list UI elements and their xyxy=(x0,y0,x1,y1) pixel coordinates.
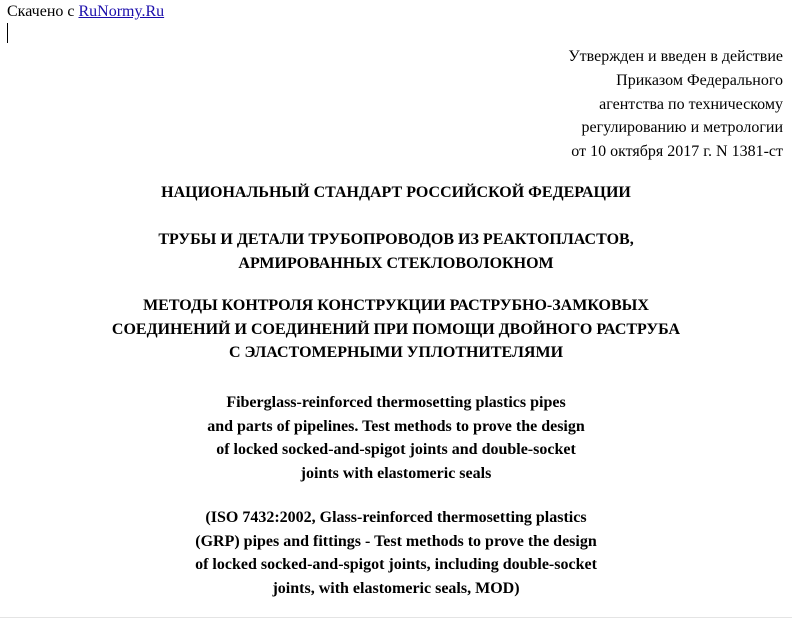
approval-block xyxy=(568,45,783,164)
sub-title-line: С ЭЛАСТОМЕРНЫМИ УПЛОТНИТЕЛЯМИ xyxy=(228,344,564,361)
approval-line: агентства по техническому xyxy=(599,95,783,113)
iso-reference-line: (ISO 7432:2002, Glass-reinforced thermosetting plastics xyxy=(205,509,587,526)
text-cursor xyxy=(7,23,8,43)
english-title-line: of locked socked-and-spigot joints and double-socket xyxy=(216,441,576,458)
iso-reference xyxy=(0,506,792,600)
source-link[interactable]: RuNormy.Ru xyxy=(78,3,165,20)
main-title-line: ТРУБЫ И ДЕТАЛИ ТРУБОПРОВОДОВ ИЗ РЕАКТОПЛАСТОВ, xyxy=(158,231,634,248)
sub-title-line: МЕТОДЫ КОНТРОЛЯ КОНСТРУКЦИИ РАСТРУБНО-ЗАМКОВЫХ xyxy=(143,297,649,314)
iso-reference-line: of locked socked-and-spigot joints, including double-socket xyxy=(195,556,597,573)
approval-line: Утвержден и введен в действие xyxy=(568,48,783,65)
bottom-divider xyxy=(0,617,792,618)
main-title xyxy=(0,228,792,275)
sub-title-line: СОЕДИНЕНИЙ И СОЕДИНЕНИЙ ПРИ ПОМОЩИ ДВОЙНОГО РАСТРУБА xyxy=(111,320,681,338)
approval-line: регулированию и метрологии xyxy=(581,119,783,137)
english-title-line: Fiberglass-reinforced thermosetting plastics pipes xyxy=(226,394,566,411)
standard-type-line: НАЦИОНАЛЬНЫЙ СТАНДАРТ РОССИЙСКОЙ ФЕДЕРАЦИИ xyxy=(161,184,631,201)
approval-line: Приказом Федерального xyxy=(616,71,783,89)
main-title-line: АРМИРОВАННЫХ СТЕКЛОВОЛОКНОМ xyxy=(238,254,554,272)
iso-reference-line: joints, with elastomeric seals, MOD) xyxy=(272,579,520,597)
english-title-line: joints with elastomeric seals xyxy=(300,464,492,482)
english-title xyxy=(0,391,792,485)
source-line xyxy=(7,3,164,21)
english-title-line: and parts of pipelines. Test methods to prove the design xyxy=(207,417,585,435)
sub-title xyxy=(0,294,792,365)
approval-line: от 10 октября 2017 г. N 1381-ст xyxy=(571,143,783,161)
standard-type-heading xyxy=(0,181,792,205)
source-prefix: Скачено с xyxy=(7,3,75,20)
iso-reference-line: (GRP) pipes and fittings - Test methods to prove the design xyxy=(195,532,597,550)
